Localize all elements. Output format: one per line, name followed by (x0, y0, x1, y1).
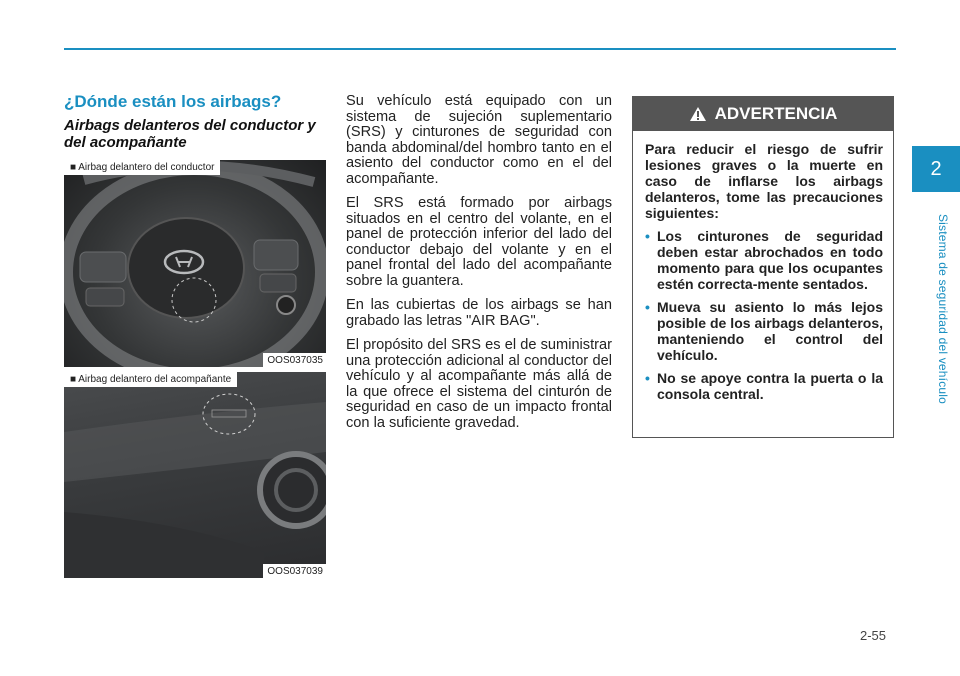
body-paragraph: Su vehículo está equipado con un sistema de sujeción suplementario (SRS) y cinturones de seguridad con banda abdominal/del hombro tanto en el asiento del conductor como en el del acompañante. (346, 93, 612, 187)
bullet-icon: • (645, 370, 650, 386)
figure-code: OOS037039 (263, 564, 326, 578)
warning-box (632, 96, 894, 438)
warning-triangle-icon (689, 106, 707, 122)
body-paragraph: En las cubiertas de los airbags se han grabado las letras "AIR BAG". (346, 297, 612, 329)
steering-wheel-illustration (64, 160, 326, 367)
warning-item-text: No se apoye contra la puerta o la consola central. (657, 370, 883, 402)
figure-caption: ■ Airbag delantero del conductor (64, 160, 220, 175)
figure-code: OOS037035 (263, 353, 326, 367)
chapter-tab (912, 146, 960, 192)
section-subheading: Airbags delanteros del conductor y del acompañante (64, 117, 316, 151)
warning-item-text: Mueva su asiento lo más lejos posible de los airbags delanteros, manteniendo el control del vehículo. (657, 299, 883, 363)
warning-header (633, 97, 893, 131)
body-paragraph: El propósito del SRS es el de suministrar una protección adicional al conductor del vehículo y al acompañante más allá de la que ofrece el sistema del cinturón de seguridad en caso de un impacto frontal con la suficiente gravedad. (346, 337, 612, 431)
bullet-icon: • (645, 228, 650, 244)
top-rule (64, 48, 896, 50)
figure-caption: ■ Airbag delantero del acompañante (64, 372, 237, 387)
warning-item-text: Los cinturones de seguridad deben estar abrochados en todo momento para que los ocupantes estén correcta-mente sentados. (657, 228, 883, 292)
warning-intro: Para reducir el riesgo de sufrir lesiones graves o la muerte en caso de inflarse los airbags delanteros, tome las precauciones siguientes: (645, 141, 883, 221)
warning-item (645, 228, 883, 292)
warning-title: ADVERTENCIA (714, 104, 838, 123)
warning-item (645, 370, 883, 402)
chapter-number: 2 (930, 157, 942, 180)
dashboard-illustration (64, 372, 326, 578)
bullet-icon: • (645, 299, 650, 315)
figure-passenger-airbag (64, 372, 326, 578)
chapter-title (936, 196, 950, 422)
figure-driver-airbag (64, 160, 326, 367)
chapter-title-text: Sistema de seguridad del vehículo (936, 213, 950, 405)
warning-body (633, 131, 893, 402)
warning-list (645, 228, 883, 402)
body-paragraph: El SRS está formado por airbags situados en el centro del volante, en el panel de protección inferior del lado del conductor debajo del volante y en el panel frontal del lado del acompañante sobre la guantera. (346, 195, 612, 289)
section-heading: ¿Dónde están los airbags? (64, 92, 282, 111)
body-text (346, 94, 612, 440)
page-number: 2-55 (860, 628, 887, 643)
warning-item (645, 299, 883, 363)
